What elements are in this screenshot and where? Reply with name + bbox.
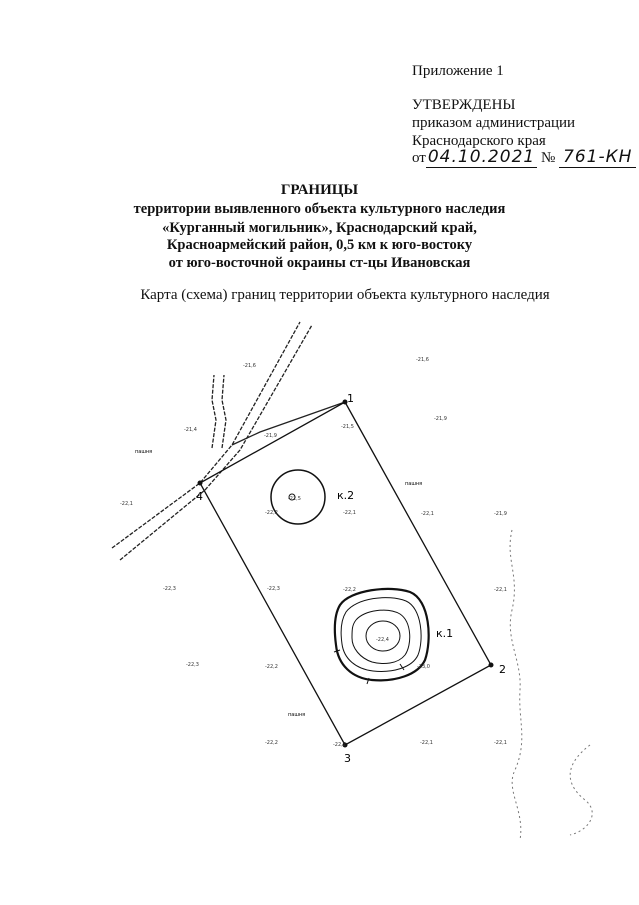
elevation-mark: -22,4 [376, 637, 389, 643]
order-line-2: Краснодарского края [412, 133, 546, 149]
land-label: пашня [405, 481, 423, 487]
field-edge [510, 530, 522, 840]
heading-line-2: «Курганный могильник», Краснодарский край, [162, 220, 477, 236]
elevation-mark: -22,3 [267, 586, 280, 592]
boundary-vertices [198, 400, 494, 748]
elevation-mark: -21,6 [416, 357, 429, 363]
number-prefix: № [540, 150, 556, 166]
heading-line-1: территории выявленного объекта культурного наследия [133, 201, 506, 217]
document-title: ГРАНИЦЫ [280, 182, 359, 198]
point-label-3: 3 [344, 752, 351, 765]
elevation-mark: -21,9 [434, 416, 447, 422]
date-prefix: от [412, 150, 426, 166]
land-label: пашня [135, 449, 153, 455]
point-label-4: 4 [196, 490, 203, 503]
approved-label: УТВЕРЖДЕНЫ [412, 97, 516, 113]
elevation-mark: -22,1 [120, 501, 133, 507]
order-line-1: приказом администрации [412, 115, 576, 131]
field-edge-lower [570, 745, 592, 835]
elevation-mark: -22,1 [420, 740, 433, 746]
order-number: 761-КН [559, 147, 636, 168]
elevation-mark: -21,9 [264, 433, 277, 439]
order-date: 04.10.2021 [427, 147, 536, 167]
elevation-mark: -23,0 [417, 664, 430, 670]
road [112, 322, 345, 560]
heading-line-3: Красноармейский район, 0,5 км к юго-востоку [166, 237, 473, 253]
elevation-mark: -22,3 [186, 662, 199, 668]
land-label: пашня [288, 712, 306, 718]
elevation-mark: -21,4 [184, 427, 197, 433]
elevation-mark: -22,1 [494, 740, 507, 746]
mound-label-2: к.2 [337, 489, 355, 502]
heading-line-4: от юго-восточной окраины ст-цы Ивановская [168, 255, 471, 271]
elevation-mark: -22,1 [343, 510, 356, 516]
map-caption: Карта (схема) границ территории объекта культурного наследия [140, 287, 550, 303]
mound-label-1: к.1 [436, 627, 454, 640]
elevation-mark: -21,6 [243, 363, 256, 369]
elevation-mark: -22,1 [421, 511, 434, 517]
elevation-mark: -22,5 [288, 496, 301, 502]
elevation-mark: -21,9 [494, 511, 507, 517]
elevation-mark: -22,2 [265, 664, 278, 670]
point-label-2: 2 [499, 663, 506, 676]
elevation-mark: -22,2 [343, 587, 356, 593]
elevation-mark: -22,2 [265, 740, 278, 746]
appendix-label: Приложение 1 [412, 63, 504, 79]
elevation-mark: -22,3 [163, 586, 176, 592]
elevation-mark: -21,5 [341, 424, 354, 430]
elevation-mark: -22,2 [333, 742, 346, 748]
elevation-mark: -22,2 [265, 510, 278, 516]
boundary-polygon [200, 402, 491, 745]
elevation-mark: -22,1 [494, 587, 507, 593]
point-label-1: 1 [347, 392, 354, 405]
